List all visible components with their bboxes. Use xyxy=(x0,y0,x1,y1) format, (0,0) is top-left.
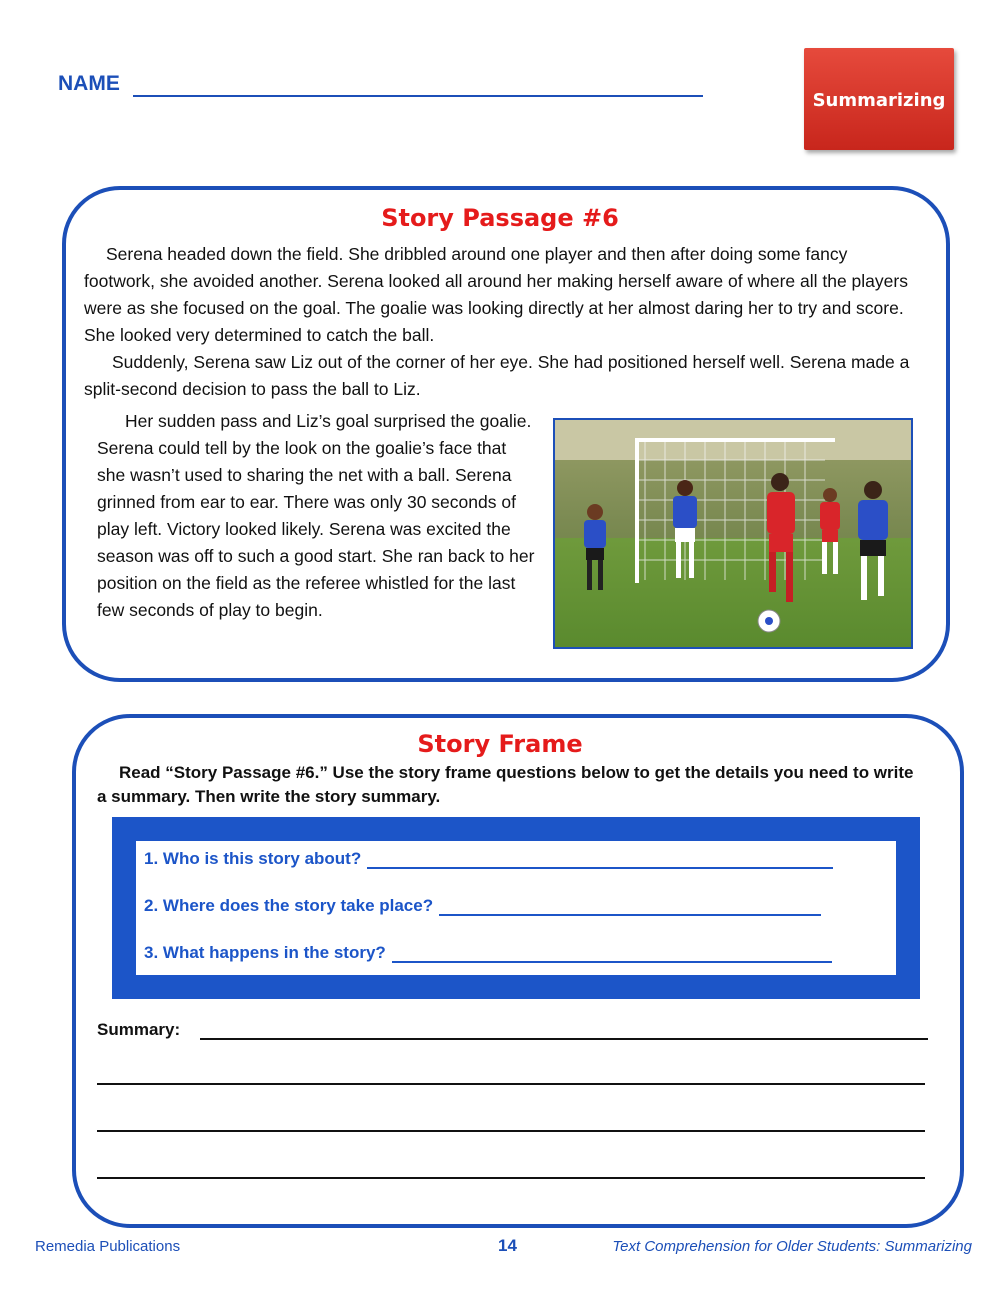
summary-label: Summary: xyxy=(97,1020,181,1039)
answer-line-1[interactable] xyxy=(367,849,833,869)
passage-title: Story Passage #6 xyxy=(381,204,619,232)
summary-line-2[interactable] xyxy=(97,1083,925,1085)
question-3-text: 3. What happens in the story? xyxy=(144,943,386,962)
footer-publisher: Remedia Publications xyxy=(35,1238,181,1255)
passage-paragraph-1: Serena headed down the field. She dribbled around one player and then after doing some fancy footwork, she avoided another. Serena looked all around her making herself aware of where all the players were as she focused on the goal. The goalie was looking directly at her almost daring her to try and score. She looked very determined to catch the ball. xyxy=(84,244,908,345)
question-1-text: 1. Who is this story about? xyxy=(144,849,362,868)
question-frame xyxy=(112,817,920,999)
question-2-text: 2. Where does the story take place? xyxy=(144,896,434,915)
tab-label: Summarizing xyxy=(812,90,946,111)
summary-line-4[interactable] xyxy=(97,1177,925,1179)
question-inner xyxy=(136,841,896,975)
answer-line-3[interactable] xyxy=(392,943,832,963)
name-line[interactable] xyxy=(133,95,703,97)
answer-line-2[interactable] xyxy=(439,896,821,916)
summary-line-1[interactable] xyxy=(200,1038,928,1040)
name-label: NAME xyxy=(58,72,120,95)
page-number: 14 xyxy=(498,1236,517,1255)
frame-title: Story Frame xyxy=(417,730,583,758)
footer-book-title: Text Comprehension for Older Students: Summarizing xyxy=(612,1238,972,1255)
question-3 xyxy=(144,943,832,963)
passage-paragraph-3: Her sudden pass and Liz’s goal surprised the goalie. Serena could tell by the look on the goalie’s face that she wasn’t used to sharing the net with a ball. Serena grinned from ear to ear. There was only 30 seconds of play left. Victory looked likely. Serena was excited the season was off to such a good start. She ran back to her position on the field as the referee whistled for the last few seconds of play to begin. xyxy=(97,411,535,620)
passage-paragraph-2: Suddenly, Serena saw Liz out of the corner of her eye. She had positioned herself well. Serena made a split-second decision to pass the ball to Liz. xyxy=(84,352,910,399)
question-1 xyxy=(144,849,833,869)
summary-line-3[interactable] xyxy=(97,1130,925,1132)
summarizing-tab xyxy=(804,48,954,150)
frame-instructions: Read “Story Passage #6.” Use the story frame questions below to get the details you need to write a summary. Then write the story summary. xyxy=(97,763,914,806)
soccer-photo xyxy=(553,418,913,649)
question-2 xyxy=(144,896,821,916)
